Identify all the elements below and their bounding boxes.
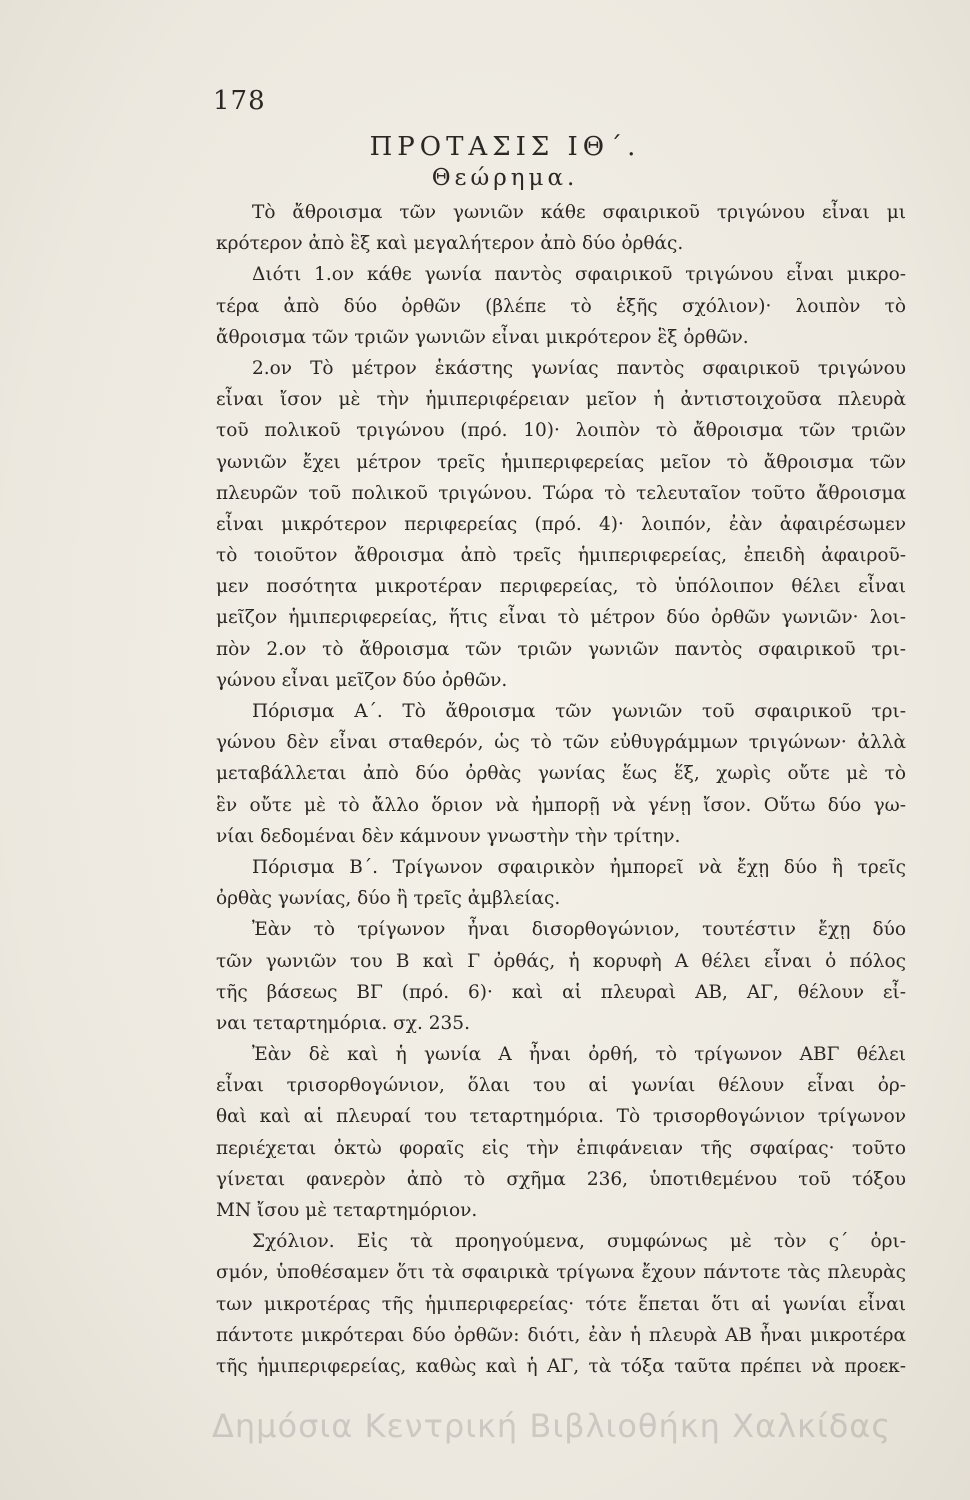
text-line: ὀρθὰς γωνίας, δύο ἢ τρεῖς ἀμβλείας.: [216, 888, 561, 910]
text-line: τέρα ἀπὸ δύο ὀρθῶν (βλέπε τὸ ἑξῆς σχόλιον)· λοιπὸν τὸ: [216, 295, 906, 317]
text-line: μεν ποσότητα μικροτέραν περιφερείας, τὸ ὑπόλοιπον θέλει εἶναι: [216, 576, 906, 598]
text-line: γώνου δὲν εἶναι σταθερόν, ὡς τὸ τῶν εὐθυγράμμων τριγώνων· ἀλλὰ: [216, 732, 906, 754]
text-line: τὸ τοιοῦτον ἄθροισμα ἀπὸ τρεῖς ἡμιπεριφερείας, ἐπειδὴ ἀφαιροῦ-: [216, 545, 906, 567]
body-text: [216, 197, 906, 1382]
page-number: 178: [213, 86, 266, 116]
text-line: Πόρισμα Β΄. Τρίγωνον σφαιρικὸν ἠμπορεῖ νὰ ἔχῃ δύο ἢ τρεῖς: [252, 856, 906, 878]
text-line: σμόν, ὑποθέσαμεν ὅτι τὰ σφαιρικὰ τρίγωνα ἔχουν πάντοτε τὰς πλευρὰς: [216, 1262, 906, 1284]
text-line: τῶν γωνιῶν του Β καὶ Γ ὀρθάς, ἡ κορυφὴ Α θέλει εἶναι ὁ πόλος: [216, 950, 906, 972]
theorem-label: Θεώρημα.: [431, 165, 579, 191]
text-line: ἓν οὔτε μὲ τὸ ἄλλο ὅριον νὰ ἠμπορῇ νὰ γένῃ ἴσον. Οὕτω δύο γω-: [216, 794, 906, 816]
text-line: περιέχεται ὀκτὼ φοραῖς εἰς τὴν ἐπιφάνειαν τῆς σφαίρας· τοῦτο: [216, 1137, 906, 1159]
text-line: 2.ον Τὸ μέτρον ἑκάστης γωνίας παντὸς σφαιρικοῦ τριγώνου: [252, 357, 906, 379]
text-line: ναι τεταρτημόρια. σχ. 235.: [216, 1012, 470, 1034]
text-line: Διότι 1.ον κάθε γωνία παντὸς σφαιρικοῦ τριγώνου εἶναι μικρο-: [252, 264, 906, 286]
text-line: Ἐὰν δὲ καὶ ἡ γωνία Α ἦναι ὀρθή, τὸ τρίγωνον ΑΒΓ θέλει: [252, 1044, 906, 1066]
text-line: γίνεται φανερὸν ἀπὸ τὸ σχῆμα 236, ὑποτιθεμένου τοῦ τόξου: [216, 1168, 906, 1190]
text-line: μεῖζον ἡμιπεριφερείας, ἥτις εἶναι τὸ μέτρον δύο ὀρθῶν γωνιῶν· λοι-: [216, 607, 906, 629]
text-line: νίαι δεδομέναι δὲν κάμνουν γνωστὴν τὴν τρίτην.: [216, 825, 681, 847]
text-line: Σχόλιον. Εἰς τὰ προηγούμενα, συμφώνως μὲ τὸν ς΄ ὁρι-: [252, 1231, 906, 1253]
text-line: τῆς βάσεως ΒΓ (πρό. 6)· καὶ αἱ πλευραὶ ΑΒ, ΑΓ, θέλουν εἶ-: [216, 981, 906, 1003]
text-line: Πόρισμα Α΄. Τὸ ἄθροισμα τῶν γωνιῶν τοῦ σφαιρικοῦ τρι-: [252, 701, 906, 722]
text-line: Τὸ ἄθροισμα τῶν γωνιῶν κάθε σφαιρικοῦ τριγώνου εἶναι μι: [252, 202, 906, 223]
library-watermark: Δημόσια Κεντρική Βιβλιοθήκη Χαλκίδας: [212, 1407, 892, 1445]
text-line: πλευρῶν τοῦ πολικοῦ τριγώνου. Τώρα τὸ τελευταῖον τοῦτο ἄθροισμα: [216, 482, 906, 504]
text-line: πὸν 2.ον τὸ ἄθροισμα τῶν τριῶν γωνιῶν παντὸς σφαιρικοῦ τρι-: [216, 638, 906, 660]
text-line: γωνιῶν ἔχει μέτρον τρεῖς ἡμιπεριφερείας μεῖον τὸ ἄθροισμα τῶν: [216, 451, 906, 473]
text-line: κρότερον ἀπὸ ἓξ καὶ μεγαλήτερον ἀπὸ δύο ὀρθάς.: [216, 233, 684, 255]
proposition-title: ΠΡΟΤΑΣΙΣ ΙΘ΄.: [369, 132, 641, 162]
text-line: εἶναι ἴσον μὲ τὴν ἡμιπεριφέρειαν μεῖον ἡ ἀντιστοιχοῦσα πλευρὰ: [216, 389, 906, 411]
text-line: θαὶ καὶ αἱ πλευραί του τεταρτημόρια. Τὸ τρισορθογώνιον τρίγωνον: [216, 1106, 906, 1128]
text-line: ΜΝ ἴσου μὲ τεταρτημόριον.: [216, 1200, 478, 1221]
text-line: γώνου εἶναι μεῖζον δύο ὀρθῶν.: [216, 669, 508, 691]
text-line: ἄθροισμα τῶν τριῶν γωνιῶν εἶναι μικρότερον ἓξ ὀρθῶν.: [216, 326, 749, 348]
text-line: εἶναι τρισορθογώνιον, ὅλαι του αἱ γωνίαι θέλουν εἶναι ὀρ-: [216, 1075, 906, 1097]
text-line: των μικροτέρας τῆς ἡμιπεριφερείας· τότε ἕπεται ὅτι αἱ γωνίαι εἶναι: [216, 1293, 906, 1315]
text-line: τῆς ἡμιπεριφερείας, καθὼς καὶ ἡ ΑΓ, τὰ τόξα ταῦτα πρέπει νὰ προεκ-: [216, 1355, 906, 1377]
text-line: εἶναι μικρότερον περιφερείας (πρό. 4)· λοιπόν, ἐὰν ἀφαιρέσωμεν: [216, 513, 906, 535]
text-line: μεταβάλλεται ἀπὸ δύο ὀρθὰς γωνίας ἕως ἕξ, χωρὶς οὔτε μὲ τὸ: [216, 763, 906, 785]
text-line: Ἐὰν τὸ τρίγωνον ἦναι δισορθογώνιον, τουτέστιν ἔχῃ δύο: [252, 919, 906, 941]
text-line: πάντοτε μικρότεραι δύο ὀρθῶν: διότι, ἐὰν ἡ πλευρὰ ΑΒ ἦναι μικροτέρα: [216, 1324, 906, 1346]
text-line: τοῦ πολικοῦ τριγώνου (πρό. 10)· λοιπὸν τὸ ἄθροισμα τῶν τριῶν: [216, 420, 906, 442]
